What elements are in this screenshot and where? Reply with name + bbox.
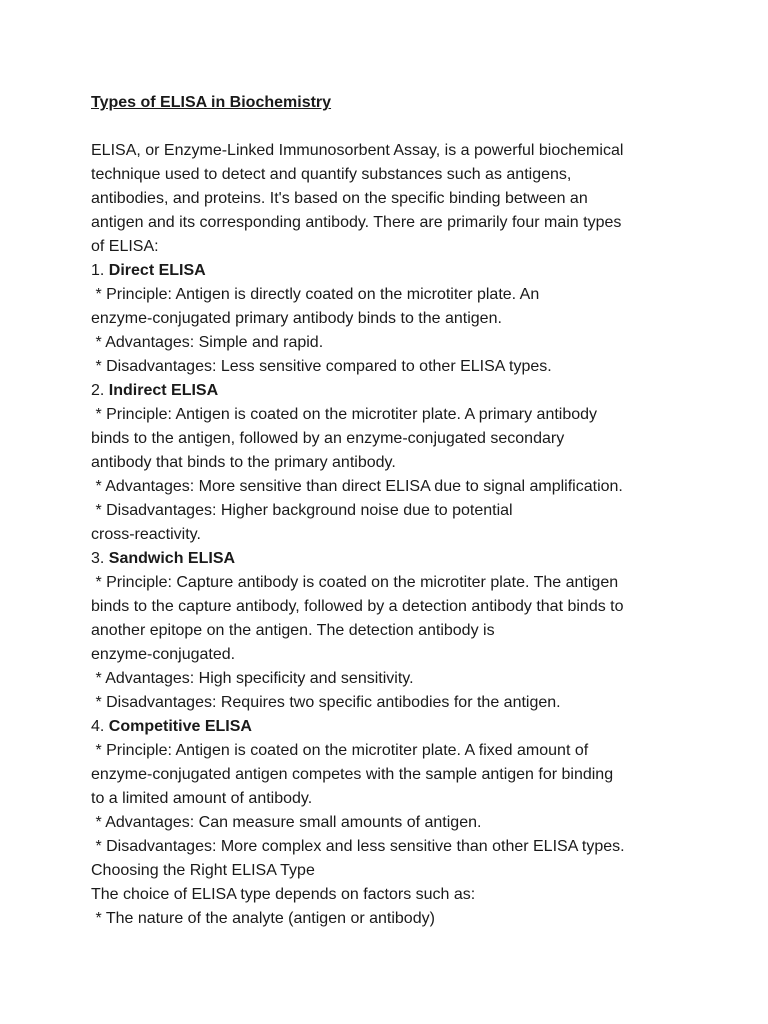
item-line: * Advantages: More sensitive than direct ELISA due to signal amplification. <box>91 478 623 495</box>
item-name: Competitive ELISA <box>108 718 252 735</box>
intro-paragraph <box>91 139 691 259</box>
item-line: * Advantages: Can measure small amounts of antigen. <box>91 814 482 831</box>
intro-line: ELISA, or Enzyme-Linked Immunosorbent Assay, is a powerful biochemical <box>91 142 624 159</box>
closing-line: The choice of ELISA type depends on factors such as: <box>91 886 476 903</box>
intro-line: antigen and its corresponding antibody. There are primarily four main types <box>91 214 622 231</box>
item-number: 4. <box>91 718 105 735</box>
elisa-type-section <box>91 715 691 859</box>
item-line: * Principle: Antigen is directly coated on the microtiter plate. An <box>91 286 540 303</box>
item-number: 1. <box>91 262 105 279</box>
closing-line: Choosing the Right ELISA Type <box>91 862 315 879</box>
item-number: 2. <box>91 382 105 399</box>
item-line: * Principle: Capture antibody is coated on the microtiter plate. The antigen <box>91 574 619 591</box>
elisa-type-heading <box>91 379 691 403</box>
item-line: binds to the antigen, followed by an enzyme-conjugated secondary <box>91 430 565 447</box>
item-name: Sandwich ELISA <box>108 550 236 567</box>
elisa-type-section <box>91 379 691 547</box>
elisa-type-heading <box>91 715 691 739</box>
item-line: binds to the capture antibody, followed by a detection antibody that binds to <box>91 598 624 615</box>
intro-line: of ELISA: <box>91 238 159 255</box>
item-number: 3. <box>91 550 105 567</box>
item-line: * Disadvantages: Requires two specific antibodies for the antigen. <box>91 694 561 711</box>
item-line: to a limited amount of antibody. <box>91 790 313 807</box>
elisa-type-heading <box>91 259 691 283</box>
item-line: another epitope on the antigen. The detection antibody is <box>91 622 495 639</box>
closing-section <box>91 859 691 931</box>
item-line: * Disadvantages: Higher background noise due to potential <box>91 502 513 519</box>
intro-line: technique used to detect and quantify substances such as antigens, <box>91 166 572 183</box>
item-name: Indirect ELISA <box>108 382 219 399</box>
intro-line: antibodies, and proteins. It's based on the specific binding between an <box>91 190 588 207</box>
document-title: Types of ELISA in Biochemistry <box>91 94 332 111</box>
elisa-type-section <box>91 259 691 379</box>
item-name: Direct ELISA <box>108 262 206 279</box>
item-line: cross-reactivity. <box>91 526 201 543</box>
item-line: * Principle: Antigen is coated on the microtiter plate. A fixed amount of <box>91 742 589 759</box>
item-line: antibody that binds to the primary antibody. <box>91 454 396 471</box>
item-line: * Disadvantages: Less sensitive compared to other ELISA types. <box>91 358 552 375</box>
blank-line <box>91 115 691 139</box>
item-line: enzyme-conjugated primary antibody binds to the antigen. <box>91 310 502 327</box>
item-line: * Principle: Antigen is coated on the microtiter plate. A primary antibody <box>91 406 598 423</box>
item-line: * Advantages: Simple and rapid. <box>91 334 324 351</box>
elisa-type-section <box>91 547 691 715</box>
document-page <box>91 91 691 931</box>
item-line: enzyme-conjugated antigen competes with the sample antigen for binding <box>91 766 614 783</box>
closing-line: * The nature of the analyte (antigen or antibody) <box>91 910 435 927</box>
item-line: enzyme-conjugated. <box>91 646 236 663</box>
elisa-type-heading <box>91 547 691 571</box>
item-line: * Advantages: High specificity and sensitivity. <box>91 670 414 687</box>
item-line: * Disadvantages: More complex and less sensitive than other ELISA types. <box>91 838 625 855</box>
